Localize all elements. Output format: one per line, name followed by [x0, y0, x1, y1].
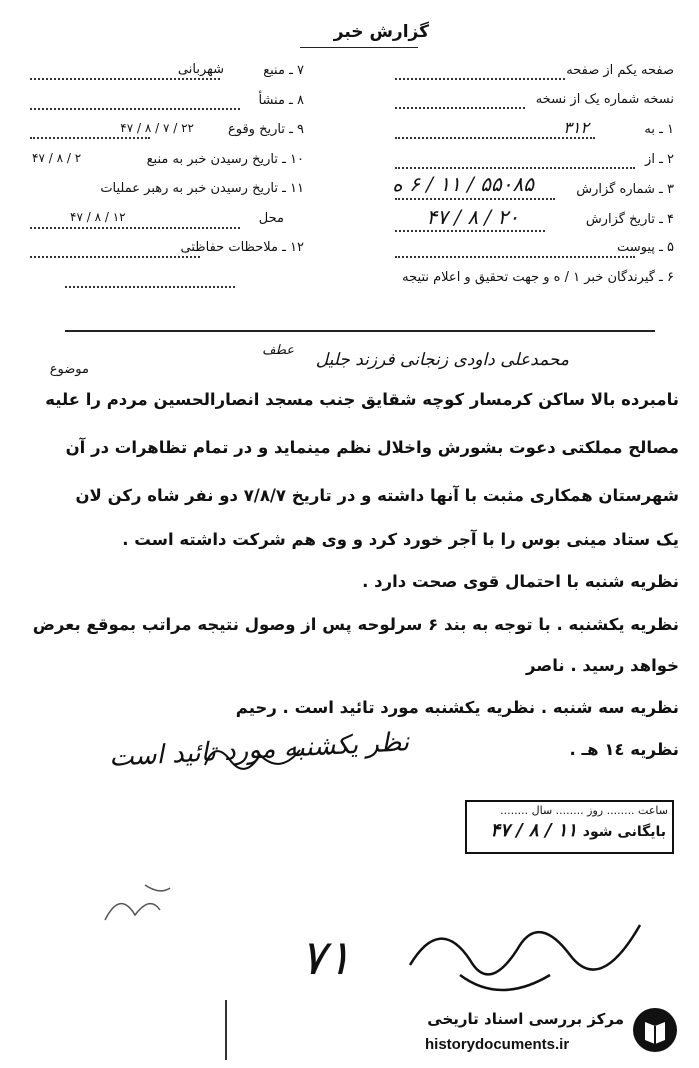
body-line: نامبرده بالا ساکن کرمسار کوچه شقایق جنب مسجد انصارالحسین مردم را علیه [45, 390, 679, 409]
field-page-of-line [395, 78, 565, 80]
field-location-value: ۱۲ / ۸ / ۴۷ [70, 210, 126, 224]
handwritten-opinion: نظر یکشنبه مورد تائید است [108, 727, 410, 773]
field-copy-number: نسخه شماره یک از نسخه [535, 92, 674, 107]
field-report-number: ۳ ـ شماره گزارش [576, 182, 674, 197]
field-from: ۲ ـ از [645, 152, 674, 167]
field-attachment: ۵ ـ پیوست [617, 240, 674, 255]
watermark-url: historydocuments.ir [425, 1036, 570, 1053]
field-report-date-value: ۲۰ / ۸ / ۴۷ [426, 205, 519, 229]
archive-stamp [465, 800, 674, 854]
book-icon [633, 1008, 677, 1052]
body-line: یک ستاد مینی بوس را با آجر خورد کرد و وی هم شرکت داشته است . [122, 530, 679, 549]
signature-scribble [400, 905, 660, 1005]
field-source-line [30, 78, 220, 80]
field-page-of: صفحه یکم از صفحه [566, 63, 674, 78]
subject-insert: عطف [262, 343, 294, 358]
field-from-line [395, 167, 635, 169]
field-copy-number-line [395, 107, 525, 109]
stamp-line1: ساعت ........ روز ........ سال ........ [500, 804, 668, 817]
title-underline [300, 47, 418, 48]
field-to-value: ۳۱۲ [563, 118, 589, 137]
handwriting-scrawl [200, 735, 310, 785]
field-occurrence-date-line [30, 137, 150, 139]
body-line: مصالح مملکتی دعوت بشورش واخلال نظم مینماید و در تمام تظاهرات در آن [65, 438, 679, 457]
watermark-logo [633, 1008, 677, 1052]
field-report-number-value: ۵۵۰۸۵ / ۱۱ / ۶ ه [392, 172, 534, 196]
field-origin: ۸ ـ منشأ [258, 93, 304, 108]
field-origin-line [30, 108, 240, 110]
watermark-name: مرکز بررسی اسناد تاریخی [427, 1010, 624, 1028]
body-line: نظریه سه شنبه . نظریه یکشنبه مورد تائید است . رحیم [235, 698, 679, 717]
field-recipients: ۶ ـ گیرندگان خبر ۱ / ه و جهت تحقیق و اعلام نتیجه [402, 270, 674, 285]
document-title: گزارش خبر [333, 22, 429, 42]
field-source-received-date: ۱۰ ـ تاریخ رسیدن خبر به منبع [146, 152, 304, 167]
field-report-date: ۴ ـ تاریخ گزارش [585, 212, 674, 227]
body-line: شهرستان همکاری مثبت با آنها داشته و در تاریخ ۷/۸/۷ دو نفر شاه رکن لان [75, 486, 679, 505]
field-to: ۱ ـ به [644, 122, 674, 137]
field-attachment-line [395, 256, 635, 258]
field-location: محل [258, 211, 284, 226]
field-recipients-line [65, 286, 235, 288]
subject-text: محمدعلی داودی زنجانی فرزند جلیل [315, 350, 569, 370]
stamp-number: ۱۱ / ۸ / ۴۷ [490, 820, 577, 841]
field-source-value: شهربانی [177, 62, 224, 77]
body-line: نظریه ۱٤ هـ . [569, 740, 679, 759]
field-source-received-date-value: ۲ / ۸ / ۴۷ [32, 151, 82, 165]
field-occurrence-date: ۹ ـ تاریخ وقوع [227, 122, 304, 137]
bottom-fragment [225, 1000, 227, 1060]
field-source: ۷ ـ منبع [263, 63, 304, 78]
field-ops-received-date: ۱۱ ـ تاریخ رسیدن خبر به رهبر عملیات [100, 181, 304, 196]
subject-label-full: موضوع [49, 362, 89, 377]
body-line: نظریه یکشنبه . با توجه به بند ۶ سرلوحه پس از وصول نتیجه مراتب بموقع بعرض [32, 615, 679, 634]
field-security-notes: ۱۲ ـ ملاحظات حفاظتی [180, 240, 304, 255]
field-report-date-line [395, 230, 545, 232]
body-line: خواهد رسید . ناصر [526, 656, 679, 675]
signature-mark [100, 880, 180, 930]
body-line: نظریه شنبه با احتمال قوی صحت دارد . [362, 572, 679, 591]
field-location-line [30, 227, 240, 229]
field-occurrence-date-value: ۲۲ / ۷ / ۸ / ۴۷ [120, 121, 194, 135]
field-security-notes-line [30, 256, 200, 258]
stamp-line2: بایگانی شود [582, 824, 666, 840]
header-separator [65, 330, 655, 332]
field-report-number-line [395, 198, 555, 200]
margin-note: ۷۱ [300, 930, 352, 986]
field-to-line [395, 137, 595, 139]
